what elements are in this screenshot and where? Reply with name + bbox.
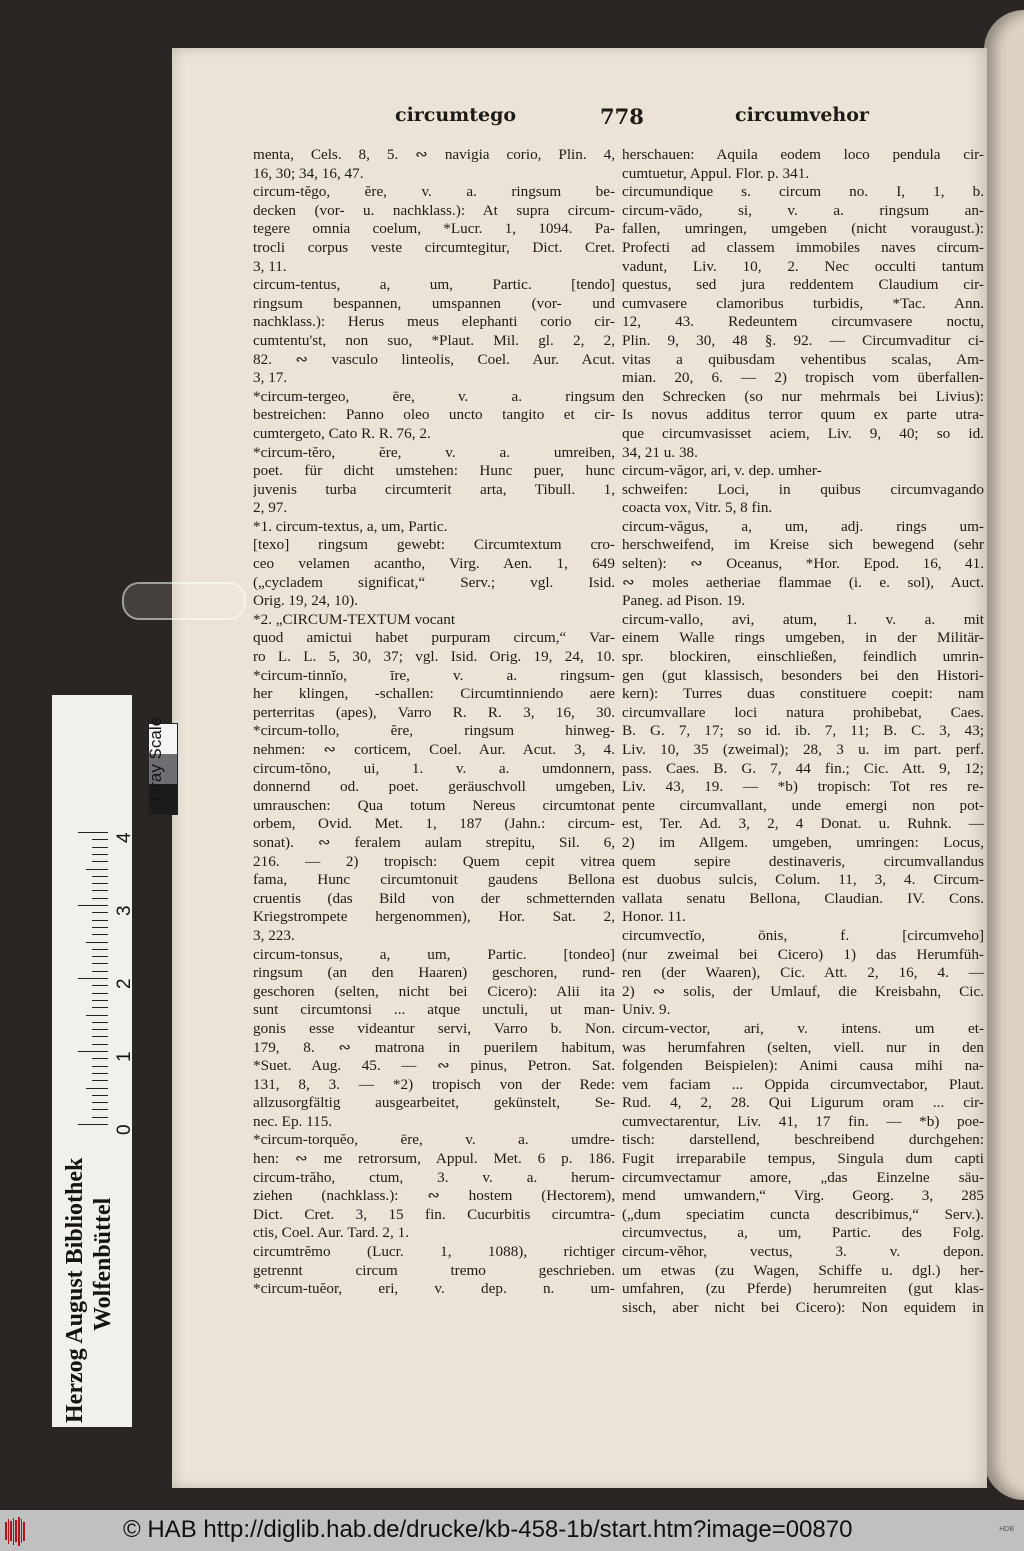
ruler-tick	[92, 1080, 108, 1081]
text-line: cumtuetur, Appul. Flor. p. 341.	[622, 164, 810, 182]
text-line: ren (der Waaren), Cic. Att. 2, 16, 4. —	[622, 964, 984, 982]
running-head-right: circumvehor	[735, 104, 869, 126]
text-line: cumtergeto, Cato R. R. 76, 2.	[253, 424, 431, 442]
text-line: Liv. 43, 19. — *b) tropisch: Tot res re-	[622, 778, 984, 796]
text-line: geschoren (selten, nicht bei Cicero): Alii ita	[253, 982, 615, 1000]
ruler-tick	[92, 839, 108, 840]
color-scale-ruler	[52, 695, 165, 1427]
text-line: circumvallare loci natura prohibebat, Caes.	[622, 703, 984, 721]
left-column	[253, 146, 615, 1299]
text-line: *circum-torquĕo, ēre, v. a. umdre-	[253, 1131, 615, 1149]
running-head-left: circumtego	[395, 104, 517, 126]
text-line: circum-văgor, ari, v. dep. umher-	[622, 462, 822, 480]
text-line: circumtrĕmo (Lucr. 1, 1088), richtiger	[253, 1243, 615, 1261]
text-line: vadunt, Liv. 10, 2. Nec occulti tantum	[622, 257, 984, 275]
page-clip	[122, 582, 246, 620]
text-line: her klingen, -schallen: Circumtinniendo aere	[253, 685, 615, 703]
ruler-tick	[92, 985, 108, 986]
ruler-tick	[92, 1095, 108, 1096]
text-line: circumvectĭo, ōnis, f. [circumveho]	[622, 926, 984, 944]
text-line: vem faciam ... Oppida circumvectabor, Plaut.	[622, 1075, 984, 1093]
text-line: bestreichen: Panno oleo uncto tangito et cir-	[253, 406, 615, 424]
text-line: que circumvasisset aciem, Liv. 9, 40; so id.	[622, 424, 984, 442]
text-line: B. G. 7, 17; so id. ib. 7, 11; B. C. 3, 43;	[622, 722, 984, 740]
text-line: Fugit irreparabile tempus, Singula dum capti	[622, 1150, 984, 1168]
text-line: 179, 8. ∾ matrona in puerilem habitum,	[253, 1038, 615, 1056]
ruler-tick	[92, 1066, 108, 1067]
text-line: circum-tonsus, a, um, Partic. [tondeo]	[253, 945, 615, 963]
ruler-tick	[92, 1029, 108, 1030]
text-line: 82. ∾ vasculo linteolis, Coel. Aur. Acut.	[253, 350, 615, 368]
text-line: juvenis turba circumterit arta, Tibull. 1,	[253, 480, 615, 498]
ruler-number: 3	[114, 905, 135, 916]
text-line: Plin. 9, 30, 48 §. 92. — Circumvaditur ci-	[622, 331, 984, 349]
hab-logo-icon	[5, 1516, 25, 1546]
text-line: 216. — 2) tropisch: Quem cepit vitrea	[253, 852, 615, 870]
ruler-tick	[92, 1022, 108, 1023]
text-line: vallata senatu Bellona, Claudian. IV. Cons.	[622, 889, 984, 907]
footer-bar	[0, 1510, 1024, 1551]
ruler-tick	[92, 1036, 108, 1037]
text-line: 16, 30; 34, 16, 47.	[253, 164, 364, 182]
text-line: est duobus sulcis, Colum. 11, 3, 4. Circum-	[622, 871, 984, 889]
ruler-number: 0	[114, 1124, 135, 1135]
ruler-tick	[86, 869, 108, 870]
corner-mark: HDB	[999, 1526, 1014, 1533]
text-line: ∾ moles aetheriae flammae (i. e. sol), Auct.	[622, 573, 984, 591]
text-line: fama, Hunc circumtonuit gaudens Bellona	[253, 871, 615, 889]
text-line: *1. circum-textus, a, um, Partic.	[253, 517, 448, 535]
text-line: ziehen (nachklass.): ∾ hostem (Hectorem),	[253, 1187, 615, 1205]
ruler-tick	[92, 861, 108, 862]
text-line: Dict. Cret. 3, 15 fin. Cucurbitis circumtra-	[253, 1205, 615, 1223]
text-line: gen (gut klassisch, besonders bei den Histori-	[622, 666, 984, 684]
ruler-tick	[78, 978, 108, 979]
ruler-tick	[78, 1124, 108, 1125]
ruler-tick	[92, 876, 108, 877]
text-line: ceo velamen acantho, Virg. Aen. 1, 649	[253, 555, 615, 573]
text-line: um etwas (zu Wagen, Schiffe u. dgl.) her-	[622, 1261, 984, 1279]
text-line: herschweifend, im Kreise sich bewegend (sehr	[622, 536, 984, 554]
text-line: *circum-tinnĭo, īre, v. a. ringsum-	[253, 666, 615, 684]
ruler-tick	[86, 1088, 108, 1089]
text-line: mian. 20, 6. — 2) tropisch vom überfallen-	[622, 369, 984, 387]
text-line: tegere omnia coelum, *Lucr. 1, 1094. Pa-	[253, 220, 615, 238]
ruler-number: 2	[114, 978, 135, 989]
ruler-tick	[92, 963, 108, 964]
text-line: *2. „CIRCUM-TEXTUM vocant	[253, 610, 456, 628]
ruler-tick	[92, 1044, 108, 1045]
text-line: 3, 17.	[253, 369, 288, 387]
ruler-tick	[78, 1051, 108, 1052]
text-line: herschauen: Aquila eodem loco pendula cir-	[622, 146, 984, 163]
text-line: umrauschen: Qua totum Nereus circumtonat	[253, 796, 615, 814]
ruler-tick	[92, 883, 108, 884]
ruler-tick	[92, 1073, 108, 1074]
ruler-tick	[92, 934, 108, 935]
text-line: 2) ∾ solis, der Umlauf, die Kreisbahn, Cic.	[622, 982, 984, 1000]
text-line: 34, 21 u. 38.	[622, 443, 698, 461]
text-line: [texo] ringsum gewebt: Circumtextum cro-	[253, 536, 615, 554]
ruler-tick	[78, 832, 108, 833]
ruler-tick	[92, 890, 108, 891]
text-line: questus, sed jura reddentem Claudium cir-	[622, 276, 984, 294]
text-line: spr. blockiren, einschließen, feindlich umrin-	[622, 648, 984, 666]
text-line: nehmen: ∾ corticem, Coel. Aur. Acut. 3, 4.	[253, 741, 615, 758]
text-line: cumtentu'st, non suo, *Plaut. Mil. gl. 2, 2,	[253, 331, 615, 349]
text-line: Rud. 4, 2, 28. Qui Ligurum oram ... cir-	[622, 1094, 984, 1112]
text-line: pente circumvallant, unde emergi non pot-	[622, 796, 984, 814]
text-line: gonis esse videantur servi, Varro b. Non.	[253, 1019, 615, 1037]
text-line: umfahren, (zu Pferde) herumreiten (gut klas-	[622, 1280, 984, 1298]
text-line: cruentis (das Bild von der schmetternden	[253, 889, 615, 907]
text-line: orbem, Ovid. Met. 1, 187 (Jahn.: circum-	[253, 815, 615, 833]
text-line: perterritas (apes), Varro R. R. 3, 16, 30.	[253, 703, 615, 721]
text-line: circum-vallo, avi, atum, 1. v. a. mit	[622, 610, 984, 628]
ruler-tick	[92, 956, 108, 957]
ruler-tick	[86, 942, 108, 943]
text-line: circum-vādo, si, v. a. ringsum an-	[622, 201, 984, 219]
text-line: folgenden Beispielen): Animi causa mihi na-	[622, 1057, 984, 1075]
ruler-tick	[92, 1102, 108, 1103]
text-line: Is novus additus terror quum ex parte utra-	[622, 406, 984, 424]
text-line: 131, 8, 3. — *2) tropisch von der Rede:	[253, 1075, 615, 1093]
text-line: einem Walle rings umgeben, in der Militär-	[622, 629, 984, 647]
gray-scale-label: Gray Scale	[146, 716, 165, 801]
text-line: Honor. 11.	[622, 908, 686, 926]
ruler-number: 1	[114, 1051, 135, 1062]
ruler-tick	[92, 1109, 108, 1110]
ruler-tick	[92, 927, 108, 928]
text-line: Profecti ad classem immobiles naves circum-	[622, 238, 984, 256]
text-line: donnernd od. poet. geräuschvoll umgeben,	[253, 778, 615, 796]
text-line: 3, 223.	[253, 926, 295, 944]
ruler-tick	[92, 1058, 108, 1059]
ruler-tick	[92, 949, 108, 950]
ruler-tick	[92, 1007, 108, 1008]
text-line: pass. Caes. B. G. 7, 44 fin.; Cic. Att. 9, 12;	[622, 759, 984, 777]
text-line: cumvasere clamoribus turbidis, *Tac. Ann.	[622, 294, 984, 312]
ruler-tick	[92, 971, 108, 972]
text-line: 3, 11.	[253, 257, 287, 275]
text-line: 12, 43. Redeuntem circumvasere noctu,	[622, 313, 984, 331]
ruler-tick	[78, 905, 108, 906]
text-line: quod amictui habet purpuram circum,“ Var-	[253, 629, 615, 647]
text-line: (nur zweimal bei Cicero) 1) das Herumfüh-	[622, 945, 984, 963]
text-line: tisch: darstellend, beschreibend durchgehen:	[622, 1131, 984, 1149]
text-line: circum-tentus, a, um, Partic. [tendo]	[253, 276, 615, 294]
text-line: fallen, umringen, umgeben (nicht voraugust.):	[622, 220, 984, 238]
text-line: sisch, aber nicht bei Cicero): Non equidem in	[622, 1298, 984, 1316]
text-line: circum-vector, ari, v. intens. um et-	[622, 1019, 984, 1037]
text-line: Liv. 10, 35 (zweimal); 28, 3 u. im part. perf.	[622, 741, 984, 758]
text-line: vitas a quibusdam vehentibus scalas, Am-	[622, 350, 984, 368]
text-line: sonat). ∾ feralem aulam strepitu, Sil. 6,	[253, 833, 615, 851]
text-line: circum-văgus, a, um, adj. rings um-	[622, 517, 984, 535]
text-line: den Schrecken (so nur mehrmals bei Livius):	[622, 387, 984, 405]
adjacent-page-edge	[984, 10, 1024, 1500]
text-line: Univ. 9.	[622, 1001, 671, 1019]
text-line: ringsum (an den Haaren) geschoren, rund-	[253, 964, 615, 982]
ruler-tick	[92, 847, 108, 848]
text-line: selten): ∾ Oceanus, *Hor. Epod. 16, 41.	[622, 555, 984, 573]
text-line: est, Ter. Ad. 3, 2, 4 Donat. u. Ruhnk. —	[622, 815, 984, 833]
ruler-tick	[92, 898, 108, 899]
text-line: circumundique s. circum no. I, 1, b.	[622, 183, 984, 201]
text-line: allzusorgfältig ausgearbeitet, gekünstelt, Se-	[253, 1094, 615, 1112]
text-line: *circum-tollo, ĕre, ringsum hinweg-	[253, 722, 615, 740]
text-line: poet. für dicht umstehen: Hunc puer, hunc	[253, 462, 615, 480]
text-line: *Suet. Aug. 45. — ∾ pinus, Petron. Sat.	[253, 1057, 615, 1075]
copyright-url[interactable]: © HAB http://diglib.hab.de/drucke/kb-458-1b/start.htm?image=00870	[123, 1516, 853, 1543]
text-line: Orig. 19, 24, 10).	[253, 592, 359, 610]
text-line: circum-tŏno, ui, 1. v. a. umdonnern,	[253, 759, 615, 777]
text-line: nachklass.): Herus meus elephanti corio cir-	[253, 313, 615, 331]
text-line: was herumfahren (selten, viell. nur in den	[622, 1038, 984, 1056]
text-line: circum-tĕgo, ĕre, v. a. ringsum be-	[253, 183, 615, 201]
text-line: *circum-tĕro, ĕre, v. a. umreiben,	[253, 443, 615, 461]
text-line: („dum speciatim cuncta describimus,“ Serv.).	[622, 1205, 984, 1223]
page-number: 778	[600, 104, 644, 129]
text-line: hen: ∾ me retrorsum, Appul. Met. 6 p. 186.	[253, 1150, 615, 1168]
text-line: schweifen: Loci, in quibus circumvagando	[622, 480, 984, 498]
text-line: ringsum bespannen, umspannen (vor- und	[253, 294, 615, 312]
right-column	[622, 146, 984, 1317]
text-line: coacta vox, Vitr. 5, 8 fin.	[622, 499, 773, 517]
text-line: nec. Ep. 115.	[253, 1112, 333, 1130]
ruler-city: Wolfenbüttel	[90, 1197, 116, 1331]
text-line: decken (vor- u. nachklass.): At supra circum-	[253, 201, 615, 219]
text-line: *circum-tergeo, ēre, v. a. ringsum	[253, 387, 615, 405]
text-line: Kriegstrompete hergenommen), Hor. Sat. 2,	[253, 908, 615, 926]
text-line: getrennt circum tremo geschrieben.	[253, 1261, 615, 1279]
ruler-tick	[92, 920, 108, 921]
ruler-tick	[92, 854, 108, 855]
text-line: 2) im Allgem. umgeben, umringen: Locus,	[622, 833, 984, 851]
text-line: circum-vĕhor, vectus, 3. v. depon.	[622, 1243, 984, 1261]
ruler-number: 4	[114, 832, 135, 843]
ruler-tick	[92, 1000, 108, 1001]
ruler-tick	[86, 1015, 108, 1016]
text-line: kern): Turres duas constituere coepit: nam	[622, 685, 984, 703]
ruler-institution: Herzog August Bibliothek	[62, 1157, 88, 1423]
text-line: mend umwandern,“ Virg. Georg. 3, 285	[622, 1187, 984, 1205]
text-line: circum-trăho, ctum, 3. v. a. herum-	[253, 1168, 615, 1186]
text-line: trocli corpus veste circumtegitur, Dict. Cret.	[253, 238, 615, 256]
text-line: sunt circumtonsi ... atque unctuli, ut man-	[253, 1001, 615, 1019]
ruler-tick	[92, 912, 108, 913]
text-line: ro L. L. 5, 30, 37; vgl. Isid. Orig. 19, 24, 10.	[253, 648, 615, 666]
ruler-tick	[92, 1117, 108, 1118]
text-line: circumvectus, a, um, Partic. des Folg.	[622, 1224, 984, 1242]
text-line: circumvectamur amore, „das Einzelne säu-	[622, 1168, 984, 1186]
text-line: („cycladem significat,“ Serv.; vgl. Isid.	[253, 573, 615, 591]
text-line: quem sepire destinaveris, circumvallandus	[622, 852, 984, 870]
ruler-tick	[92, 993, 108, 994]
text-line: 2, 97.	[253, 499, 288, 517]
text-line: *circum-tuĕor, eri, v. dep. n. um-	[253, 1280, 615, 1298]
text-line: cumvectarentur, Liv. 41, 17 fin. — *b) poe-	[622, 1112, 984, 1130]
text-line: menta, Cels. 8, 5. ∾ navigia corio, Plin. 4,	[253, 146, 615, 163]
text-line: ctis, Coel. Aur. Tard. 2, 1.	[253, 1224, 410, 1242]
text-line: Paneg. ad Pison. 19.	[622, 592, 746, 610]
